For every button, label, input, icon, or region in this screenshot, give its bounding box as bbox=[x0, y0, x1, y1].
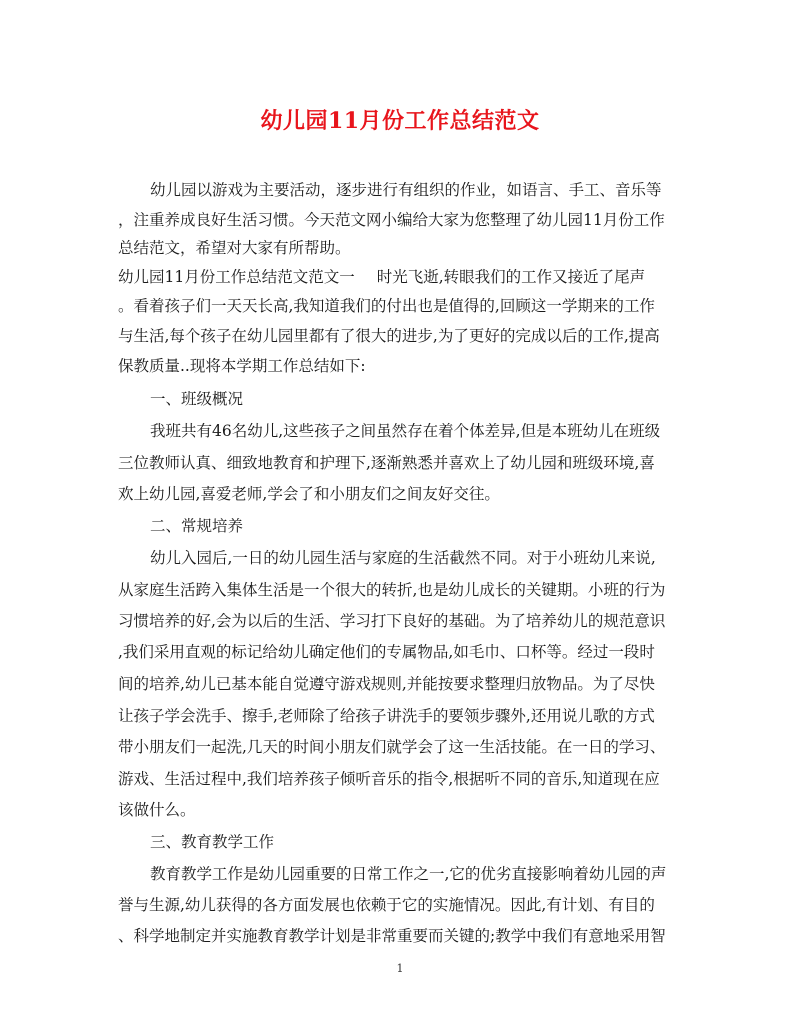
p3-line-2: 从家庭生活跨入集体生活是一个很大的转折,也是幼儿成长的关键期。小班的行为 bbox=[118, 581, 666, 599]
p3-line-6: 让孩子学会洗手、擦手,老师除了给孩子讲洗手的要领步骤外,还用说儿歌的方式 bbox=[118, 707, 655, 725]
p1-line-3: 保教质量..现将本学期工作总结如下: bbox=[118, 357, 366, 375]
section-heading-line bbox=[118, 267, 684, 287]
intro-line-3: 总结范文，希望对大家有所帮助。 bbox=[118, 239, 351, 257]
heading-routine-training: 二、常规培养 bbox=[150, 517, 244, 535]
intro-line-1: 幼儿园以游戏为主要活动，逐步进行有组织的作业，如语言、手工、音乐等 bbox=[150, 181, 662, 199]
p1-line-2: 与生活,每个孩子在幼儿园里都有了很大的进步,为了更好的完成以后的工作,提高 bbox=[118, 327, 660, 345]
page-number: 1 bbox=[396, 962, 404, 975]
p3-line-8: 游戏、生活过程中,我们培养孩子倾听音乐的指令,根据听不同的音乐,知道现在应 bbox=[118, 770, 660, 788]
p3-line-4: ,我们采用直观的标记给幼儿确定他们的专属物品,如毛巾、口杯等。经过一段时 bbox=[118, 643, 655, 661]
p4-line-1: 教育教学工作是幼儿园重要的日常工作之一,它的优劣直接影响着幼儿园的声 bbox=[150, 865, 667, 883]
p3-line-7: 带小朋友们一起洗,几天的时间小朋友们就学会了这一生活技能。在一日的学习、 bbox=[118, 738, 666, 756]
heading-class-overview: 一、班级概况 bbox=[150, 390, 244, 408]
p1-line-1: 。看着孩子们一天天长高,我知道我们的付出也是值得的,回顾这一学期来的工作 bbox=[118, 297, 655, 315]
p2-line-3: 欢上幼儿园,喜爱老师,学会了和小朋友们之间友好交往。 bbox=[118, 485, 500, 503]
p4-line-2: 誉与生源,幼儿获得的各方面发展也依赖于它的实施情况。因此,有计划、有目的 bbox=[118, 896, 655, 914]
p4-line-3: 、科学地制定并实施教育教学计划是非常重要而关键的;教学中我们有意地采用智 bbox=[118, 927, 666, 945]
intro-line-2: ，注重养成良好生活习惯。今天范文网小编给大家为您整理了幼儿园11月份工作 bbox=[118, 211, 665, 229]
section-heading-right: 时光飞逝,转眼我们的工作又接近了尾声 bbox=[376, 268, 646, 286]
p3-line-5: 间的培养,幼儿已基本能自觉遵守游戏规则,并能按要求整理归放物品。为了尽快 bbox=[118, 675, 655, 693]
document-title: 幼儿园11月份工作总结范文 bbox=[260, 108, 540, 134]
section-heading-left: 幼儿园11月份工作总结范文范文一 bbox=[118, 268, 355, 286]
p3-line-1: 幼儿入园后,一日的幼儿园生活与家庭的生活截然不同。对于小班幼儿来说, bbox=[150, 549, 656, 567]
p3-line-3: 习惯培养的好,会为以后的生活、学习打下良好的基础。为了培养幼儿的规范意识 bbox=[118, 612, 666, 630]
p2-line-2: 三位教师认真、细致地教育和护理下,逐渐熟悉并喜欢上了幼儿园和班级环境,喜 bbox=[118, 454, 655, 472]
p2-line-1: 我班共有46名幼儿,这些孩子之间虽然存在着个体差异,但是本班幼儿在班级 bbox=[150, 422, 661, 440]
p3-line-9: 该做什么。 bbox=[118, 801, 196, 819]
heading-teaching-work: 三、教育教学工作 bbox=[150, 833, 275, 851]
